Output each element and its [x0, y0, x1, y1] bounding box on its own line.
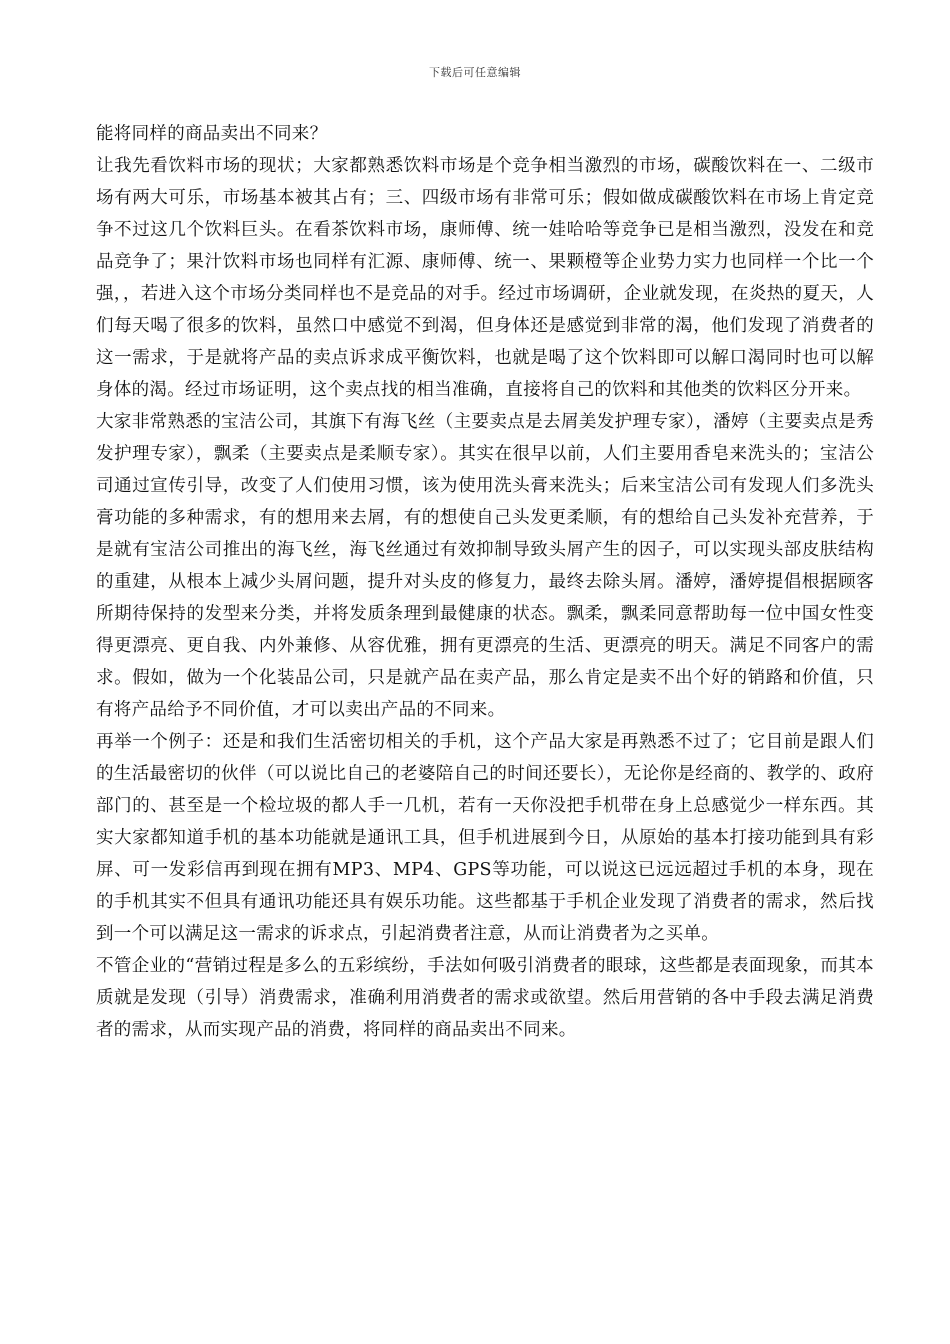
document-body — [96, 118, 874, 1046]
page-header: 下载后可任意编辑 — [429, 66, 521, 79]
paragraph-mobile-phone: 再举一个例子：还是和我们生活密切相关的手机，这个产品大家是再熟悉不过了；它目前是跟人们的生活最密切的伙伴（可以说比自己的老婆陪自己的时间还要长），无论你是经商的、教学的、政府部门的、甚至是一个检垃圾的都人手一几机，若有一天你没把手机带在身上总感觉少一样东西。其实大家都知道手机的基本功能就是通讯工具，但手机进展到今日，从原始的基本打接功能到具有彩屏、可一发彩信再到现在拥有MP3、MP4、GPS等功能，可以说这已远远超过手机的本身，现在的手机其实不但具有通讯功能还具有娱乐功能。这些都基于手机企业发现了消费者的需求，然后找到一个可以满足这一需求的诉求点，引起消费者注意，从而让消费者为之买单。 — [96, 732, 874, 944]
paragraph-conclusion: 不管企业的“营销过程是多么的五彩缤纷，手法如何吸引消费者的眼球，这些都是表面现象，而其本质就是发现（引导）消费需求，准确利用消费者的需求或欲望。然后用营销的各中手段去满足消费者的需求，从而实现产品的消费，将同样的商品卖出不同来。 — [96, 956, 874, 1040]
paragraph-beverage-market: 让我先看饮料市场的现状；大家都熟悉饮料市场是个竞争相当激烈的市场，碳酸饮料在一、二级市场有两大可乐，市场基本被其占有；三、四级市场有非常可乐；假如做成碳酸饮料在市场上肯定竞争不过这几个饮料巨头。在看茶饮料市场，康师傅、统一娃哈哈等竞争已是相当激烈，没发在和竞品竞争了；果汁饮料市场也同样有汇源、康师傅、统一、果颗橙等企业势力实力也同样一个比一个强，，若进入这个市场分类同样也不是竞品的对手。经过市场调研，企业就发现，在炎热的夏天，人们每天喝了很多的饮料，虽然口中感觉不到渴，但身体还是感觉到非常的渴，他们发现了消费者的这一需求，于是就将产品的卖点诉求成平衡饮料，也就是喝了这个饮料即可以解口渴同时也可以解身体的渴。经过市场证明，这个卖点找的相当准确，直接将自己的饮料和其他类的饮料区分开来。 — [96, 156, 874, 400]
paragraph-title-line: 能将同样的商品卖出不同来？ — [96, 124, 328, 144]
paragraph-procter-gamble: 大家非常熟悉的宝洁公司，其旗下有海飞丝（主要卖点是去屑美发护理专家），潘婷（主要卖点是秀发护理专家），飘柔（主要卖点是柔顺专家）。其实在很早以前，人们主要用香皂来洗头的；宝洁公司通过宣传引导，改变了人们使用习惯，该为使用洗头膏来洗头；后来宝洁公司有发现人们多洗头膏功能的多种需求，有的想用来去屑，有的想使自己头发更柔顺，有的想给自己头发补充营养，于是就有宝洁公司推出的海飞丝，海飞丝通过有效抑制导致头屑产生的因子，可以实现头部皮肤结构的重建，从根本上减少头屑问题，提升对头皮的修复力，最终去除头屑。潘婷，潘婷提倡根据顾客所期待保持的发型来分类，并将发质条理到最健康的状态。飘柔，飘柔同意帮助每一位中国女性变得更漂亮、更自我、内外兼修、从容优雅，拥有更漂亮的生活、更漂亮的明天。满足不同客户的需求。假如，做为一个化装品公司，只是就产品在卖产品，那么肯定是卖不出个好的销路和价值，只有将产品给予不同价值，才可以卖出产品的不同来。 — [96, 412, 874, 720]
